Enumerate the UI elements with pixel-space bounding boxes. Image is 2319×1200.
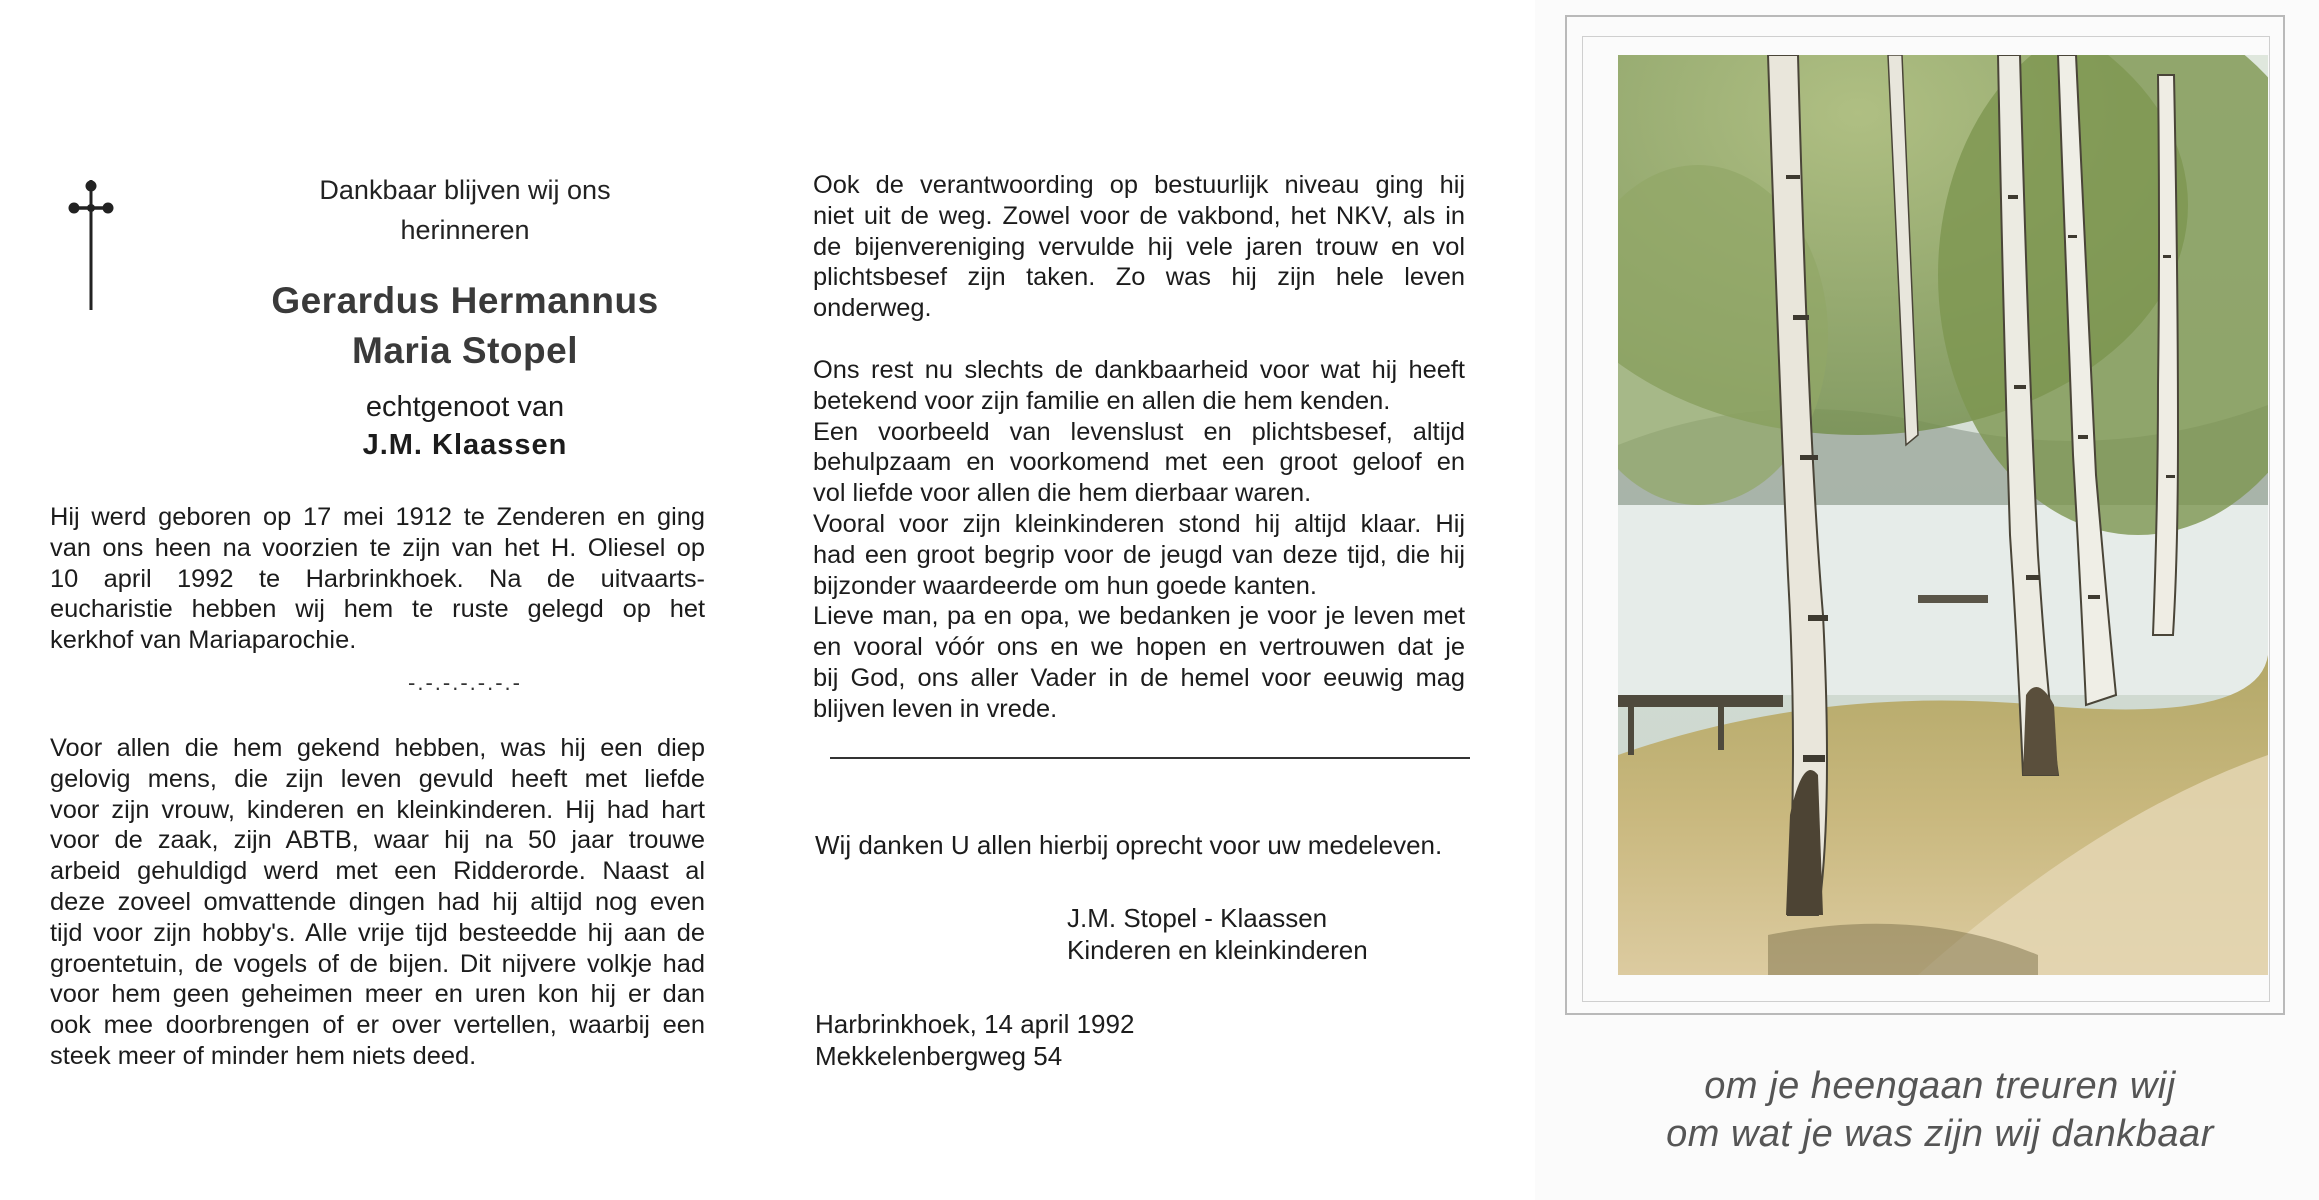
intro-line: Dankbaar blijven wij ons [319, 175, 611, 205]
text-line: ook mee doorbrengen of er over vertellen, waarbij een [50, 1011, 705, 1040]
intro-line: herinneren [400, 215, 530, 245]
text-line: Vooral voor zijn kleinkinderen stond hij altijd klaar. Hij [813, 509, 1465, 538]
text-line: voor hem geen geheimen meer en uren kon hij er dan [50, 980, 705, 1009]
text-line: onderweg. [813, 294, 932, 323]
place-date-block [815, 1008, 1134, 1072]
text-line: vol liefde voor allen die hem dierbaar waren. [813, 479, 1312, 508]
text-line: tijd voor zijn hobby's. Alle vrije tijd besteedde hij aan de [50, 918, 705, 947]
text-line: steek meer of minder hem niets deed. [50, 1041, 477, 1070]
text-line: arbeid gehuldigd werd met een Ridderorde. Naast al [50, 857, 705, 886]
intro-text [240, 170, 690, 250]
text-line: bijzonder waardeerde om hun goede kanten. [813, 571, 1317, 600]
spouse-label: echtgenoot van [365, 391, 565, 423]
memorial-paragraph-1 [813, 170, 1465, 324]
biography-paragraph-2 [50, 733, 705, 1072]
thanks-text: Wij danken U allen hierbij oprecht voor uw medeleven. [815, 830, 1443, 860]
text-line: had een groot begrip voor de jeugd van deze tijd, die hij [813, 540, 1465, 569]
signature-line: Kinderen en kleinkinderen [1067, 935, 1368, 965]
quote-line: om je heengaan treuren wij [1704, 1065, 2176, 1107]
cross-icon [66, 178, 116, 313]
memorial-paragraph-2 [813, 355, 1465, 725]
text-line: voor de zaak, zijn ABTB, waar hij na 50 jaar trouwe [50, 826, 705, 855]
photo-illustration [1618, 55, 2268, 975]
text-line: Lieve man, pa en opa, we bedanken je voor je leven met [813, 602, 1465, 631]
text-line: de bijenvereniging vervulde hij vele jaren trouw en vol [813, 232, 1465, 261]
text-line: betekend voor zijn familie en allen die hem kenden. [813, 386, 1391, 415]
text-line: plichtsbesef zijn taken. Zo was hij zijn hele leven [813, 263, 1465, 292]
text-line: Een voorbeeld van levenslust en plichtsbesef, altijd [813, 417, 1465, 446]
quote-line: om wat je was zijn wij dankbaar [1666, 1113, 2214, 1155]
text-line: Ook de verantwoording op bestuurlijk niveau ging hij [813, 171, 1465, 199]
birch-trees-lake-photo-icon [1618, 55, 2268, 975]
text-line: Ons rest nu slechts de dankbaarheid voor wat hij heeft [813, 356, 1465, 384]
name-line: Gerardus Hermannus [271, 280, 659, 321]
horizontal-rule [830, 757, 1470, 759]
text-line: groentetuin, de vogels of de bijen. Dit nijvere volkje had [50, 949, 705, 978]
text-line: kerkhof van Mariaparochie. [50, 626, 357, 655]
text-line: blijven leven in vrede. [813, 694, 1058, 723]
left-panel [0, 0, 775, 1200]
signature-line: J.M. Stopel - Klaassen [1067, 903, 1328, 933]
text-line: gelovig mens, die zijn leven gevuld heeft met liefde [50, 764, 705, 793]
name-line: Maria Stopel [352, 330, 578, 371]
biography-paragraph-1 [50, 502, 705, 656]
text-line: deze zoveel omvattende dingen had hij altijd nog even [50, 887, 705, 916]
section-divider: -.-.-.-.-.-.- [408, 670, 522, 695]
text-line: voor zijn vrouw, kinderen en kleinkinderen. Hij had hart [50, 795, 705, 824]
deceased-name [200, 276, 730, 376]
text-line: Voor allen die hem gekend hebben, was hij een diep [50, 734, 705, 762]
text-line: 10 april 1992 te Harbrinkhoek. Na de uitvaarts- [50, 564, 705, 593]
text-line: bij God, ons aller Vader in de hemel voor eeuwig mag [813, 663, 1465, 692]
text-line: behulpzaam en voorkomend met een groot geloof en [813, 448, 1465, 477]
text-line: en vooral vóór ons en we hopen en vertrouwen dat je [813, 633, 1465, 662]
closing-quote [1600, 1062, 2280, 1158]
spouse-name: J.M. Klaassen [362, 429, 568, 461]
text-line: van ons heen na voorzien te zijn van het H. Oliesel op [50, 533, 705, 562]
text-line: Hij werd geboren op 17 mei 1912 te Zenderen en ging [50, 503, 705, 531]
address: Mekkelenbergweg 54 [815, 1041, 1063, 1071]
text-line: eucharistie hebben wij hem te ruste gelegd op het [50, 595, 705, 624]
text-line: niet uit de weg. Zowel voor de vakbond, het NKV, als in [813, 201, 1465, 230]
signature-block [1067, 902, 1368, 966]
place-date: Harbrinkhoek, 14 april 1992 [815, 1009, 1135, 1039]
